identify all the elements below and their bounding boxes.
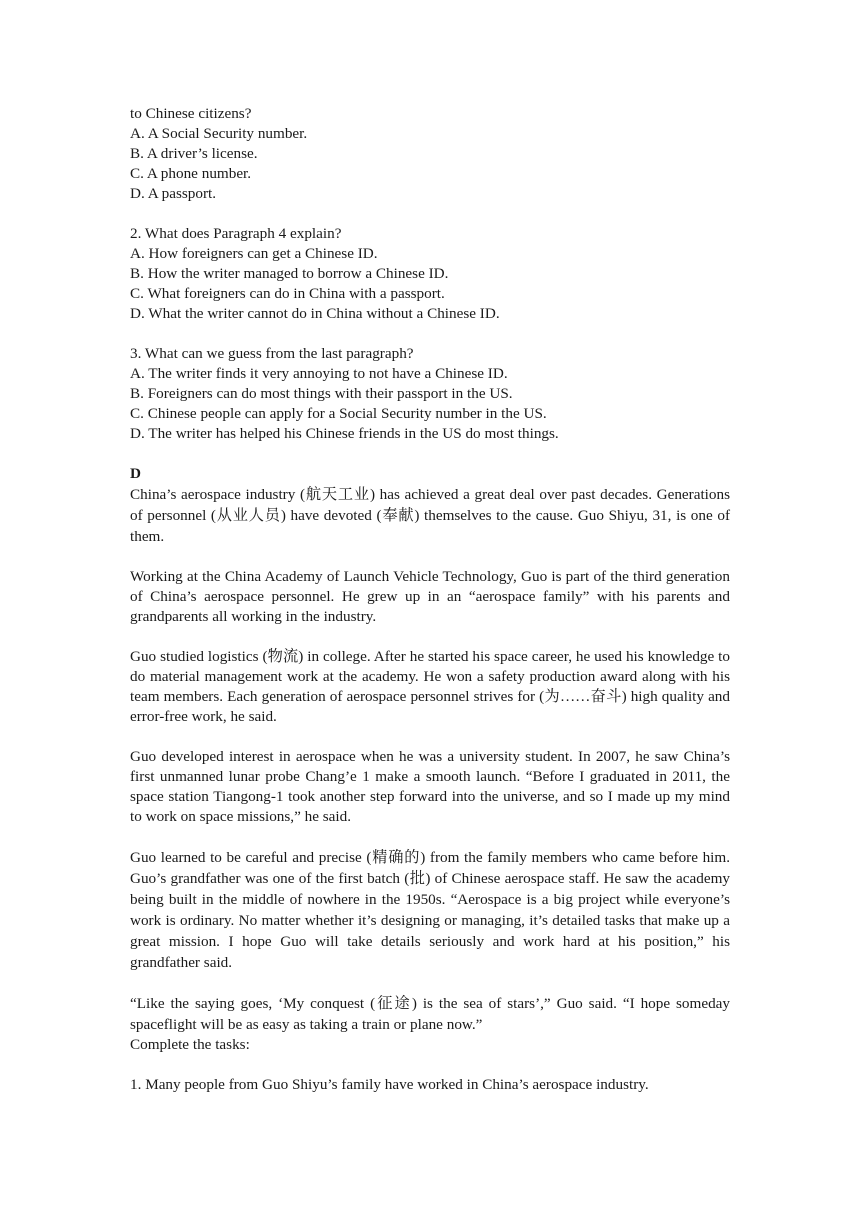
tasks-label: Complete the tasks: — [130, 1036, 250, 1053]
passage-paragraph-4: Guo developed interest in aerospace when he was a university student. In 2007, he saw China’s first unmanned lunar probe Chang’e 1 make a smooth launch. “Before I graduated in 2011, the space station Tiangong-1 took another step forward into the universe, and so I made up my mind to work on space missions,” he said. — [130, 748, 730, 825]
spacer — [130, 324, 730, 344]
question-2-option-c: C. What foreigners can do in China with a passport. — [130, 285, 445, 302]
question-3-option-b: B. Foreigners can do most things with their passport in the US. — [130, 385, 513, 402]
question-2-stem: 2. What does Paragraph 4 explain? — [130, 225, 342, 242]
passage-label: D — [130, 465, 141, 482]
spacer — [130, 547, 730, 567]
question-2-option-d: D. What the writer cannot do in China without a Chinese ID. — [130, 305, 500, 322]
question-3-option-c: C. Chinese people can apply for a Social Security number in the US. — [130, 405, 547, 422]
question-3 — [130, 344, 730, 444]
question-3-option-a: A. The writer finds it very annoying to not have a Chinese ID. — [130, 365, 508, 382]
spacer — [130, 827, 730, 847]
question-1-option-b: B. A driver’s license. — [130, 145, 258, 162]
spacer — [130, 444, 730, 464]
question-1-option-d: D. A passport. — [130, 185, 217, 202]
question-2-option-b: B. How the writer managed to borrow a Chinese ID. — [130, 265, 449, 282]
spacer — [130, 204, 730, 224]
question-1-stem: to Chinese citizens? — [130, 105, 252, 122]
passage-d — [130, 464, 730, 1095]
passage-paragraph-2: Working at the China Academy of Launch Vehicle Technology, Guo is part of the third generation of China’s aerospace personnel. He grew up in an “aerospace family” with his parents and grandparents all working in the industry. — [130, 568, 730, 625]
passage-paragraph-5: Guo learned to be careful and precise (精确的) from the family members who came before him. Guo’s grandfather was one of the first batch (批) of Chinese aerospace staff. He saw the academy being built in the middle of nowhere in the 1950s. “Aerospace is a big project while everyone’s work is ordinary. No matter whether it’s designing or managing, it’s detailed tasks that make up a great mission. I hope Guo will take details seriously and work hard at his position,” his grandfather said. — [130, 849, 730, 971]
question-2 — [130, 224, 730, 324]
question-3-option-d: D. The writer has helped his Chinese friends in the US do most things. — [130, 425, 559, 442]
question-1 — [130, 104, 730, 204]
spacer — [130, 973, 730, 993]
passage-paragraph-3: Guo studied logistics (物流) in college. After he started his space career, he used his knowledge to do material management work at the academy. He won a safety production award along with his team members. Each generation of aerospace personnel strives for (为……奋斗) high quality and error-free work, he said. — [130, 648, 730, 725]
question-1-option-c: C. A phone number. — [130, 165, 252, 182]
question-3-stem: 3. What can we guess from the last paragraph? — [130, 345, 414, 362]
passage-paragraph-6: “Like the saying goes, ‘My conquest (征途) is the sea of stars’,” Guo said. “I hope someday spaceflight will be as easy as taking a train or plane now.” — [130, 995, 730, 1033]
question-1-option-a: A. A Social Security number. — [130, 125, 308, 142]
spacer — [130, 627, 730, 647]
spacer — [130, 727, 730, 747]
document-page — [130, 104, 730, 1095]
question-2-option-a: A. How foreigners can get a Chinese ID. — [130, 245, 378, 262]
spacer — [130, 1055, 730, 1075]
task-1: 1. Many people from Guo Shiyu’s family have worked in China’s aerospace industry. — [130, 1076, 649, 1093]
passage-paragraph-1: China’s aerospace industry (航天工业) has achieved a great deal over past decades. Generations of personnel (从业人员) have devoted (奉献) themselves to the cause. Guo Shiyu, 31, is one of them. — [130, 486, 730, 545]
